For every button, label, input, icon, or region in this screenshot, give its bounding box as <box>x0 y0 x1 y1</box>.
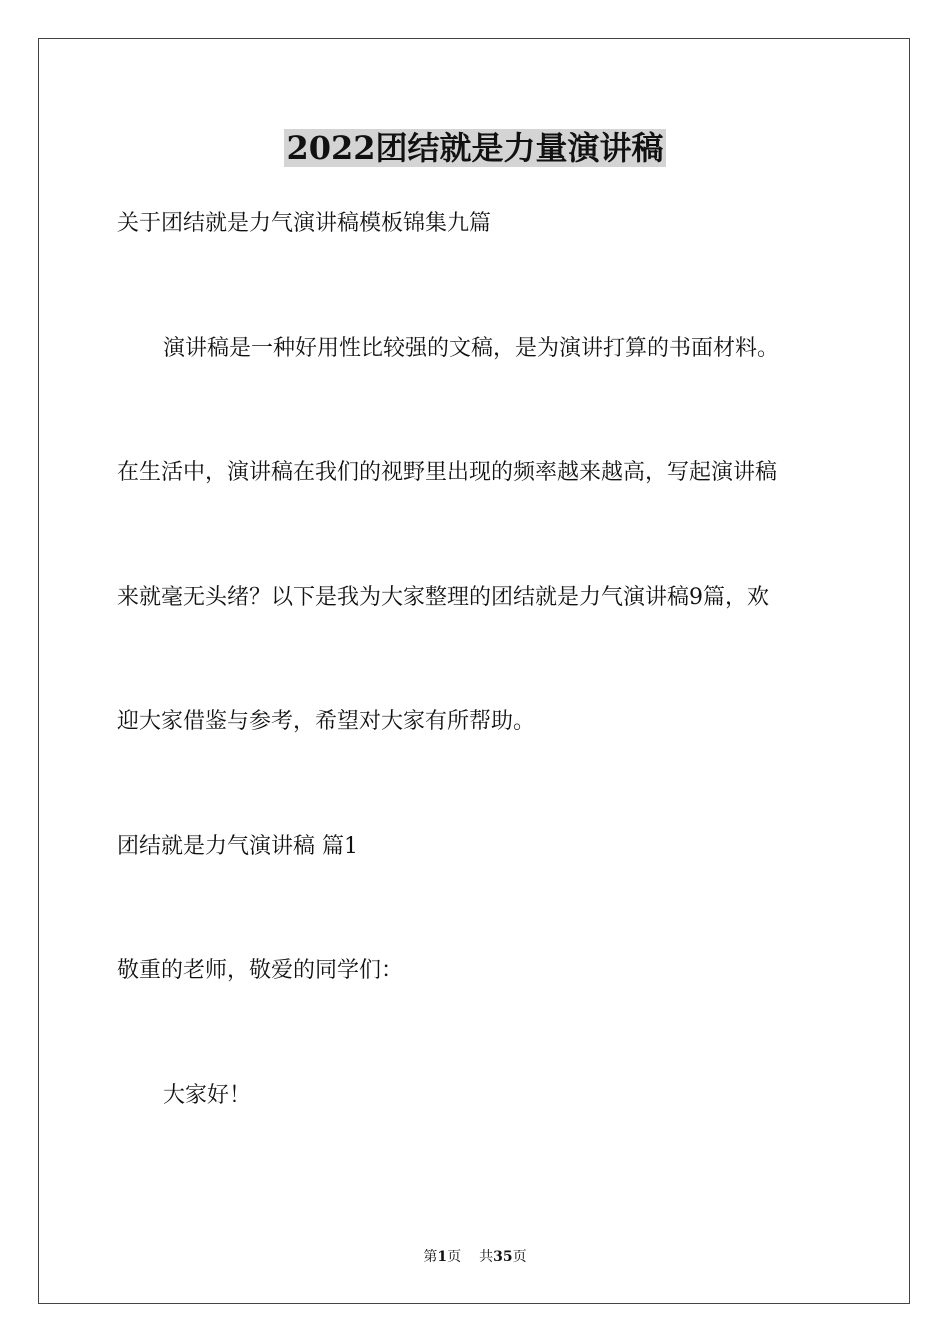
footer-page-suffix: 页 <box>447 1249 462 1265</box>
footer-page-prefix: 第 <box>423 1249 438 1265</box>
paragraph-line-2: 在生活中，演讲稿在我们的视野里出现的频率越来越高，写起演讲稿 <box>117 460 778 485</box>
paragraph-line-3: 来就毫无头绪？以下是我为大家整理的团结就是力气演讲稿9篇，欢 <box>117 585 769 610</box>
paragraph-line-4: 迎大家借鉴与参考，希望对大家有所帮助。 <box>117 709 536 734</box>
document-title-text: 2022团结就是力量演讲稿 <box>286 129 664 167</box>
paragraph-line-1: 演讲稿是一种好用性比较强的文稿，是为演讲打算的书面材料。 <box>163 336 780 361</box>
section-heading: 团结就是力气演讲稿 篇1 <box>117 834 358 859</box>
footer-page-number: 1 <box>437 1249 448 1265</box>
footer-total-pages: 35 <box>493 1249 513 1265</box>
page-footer <box>0 1248 950 1266</box>
greeting: 大家好！ <box>163 1083 252 1108</box>
footer-total-suffix: 页 <box>512 1249 527 1265</box>
document-subtitle: 关于团结就是力气演讲稿模板锦集九篇 <box>117 211 492 236</box>
footer-total-prefix: 共 <box>479 1249 494 1265</box>
salutation: 敬重的老师，敬爱的同学们： <box>117 958 404 983</box>
document-title <box>0 124 950 172</box>
